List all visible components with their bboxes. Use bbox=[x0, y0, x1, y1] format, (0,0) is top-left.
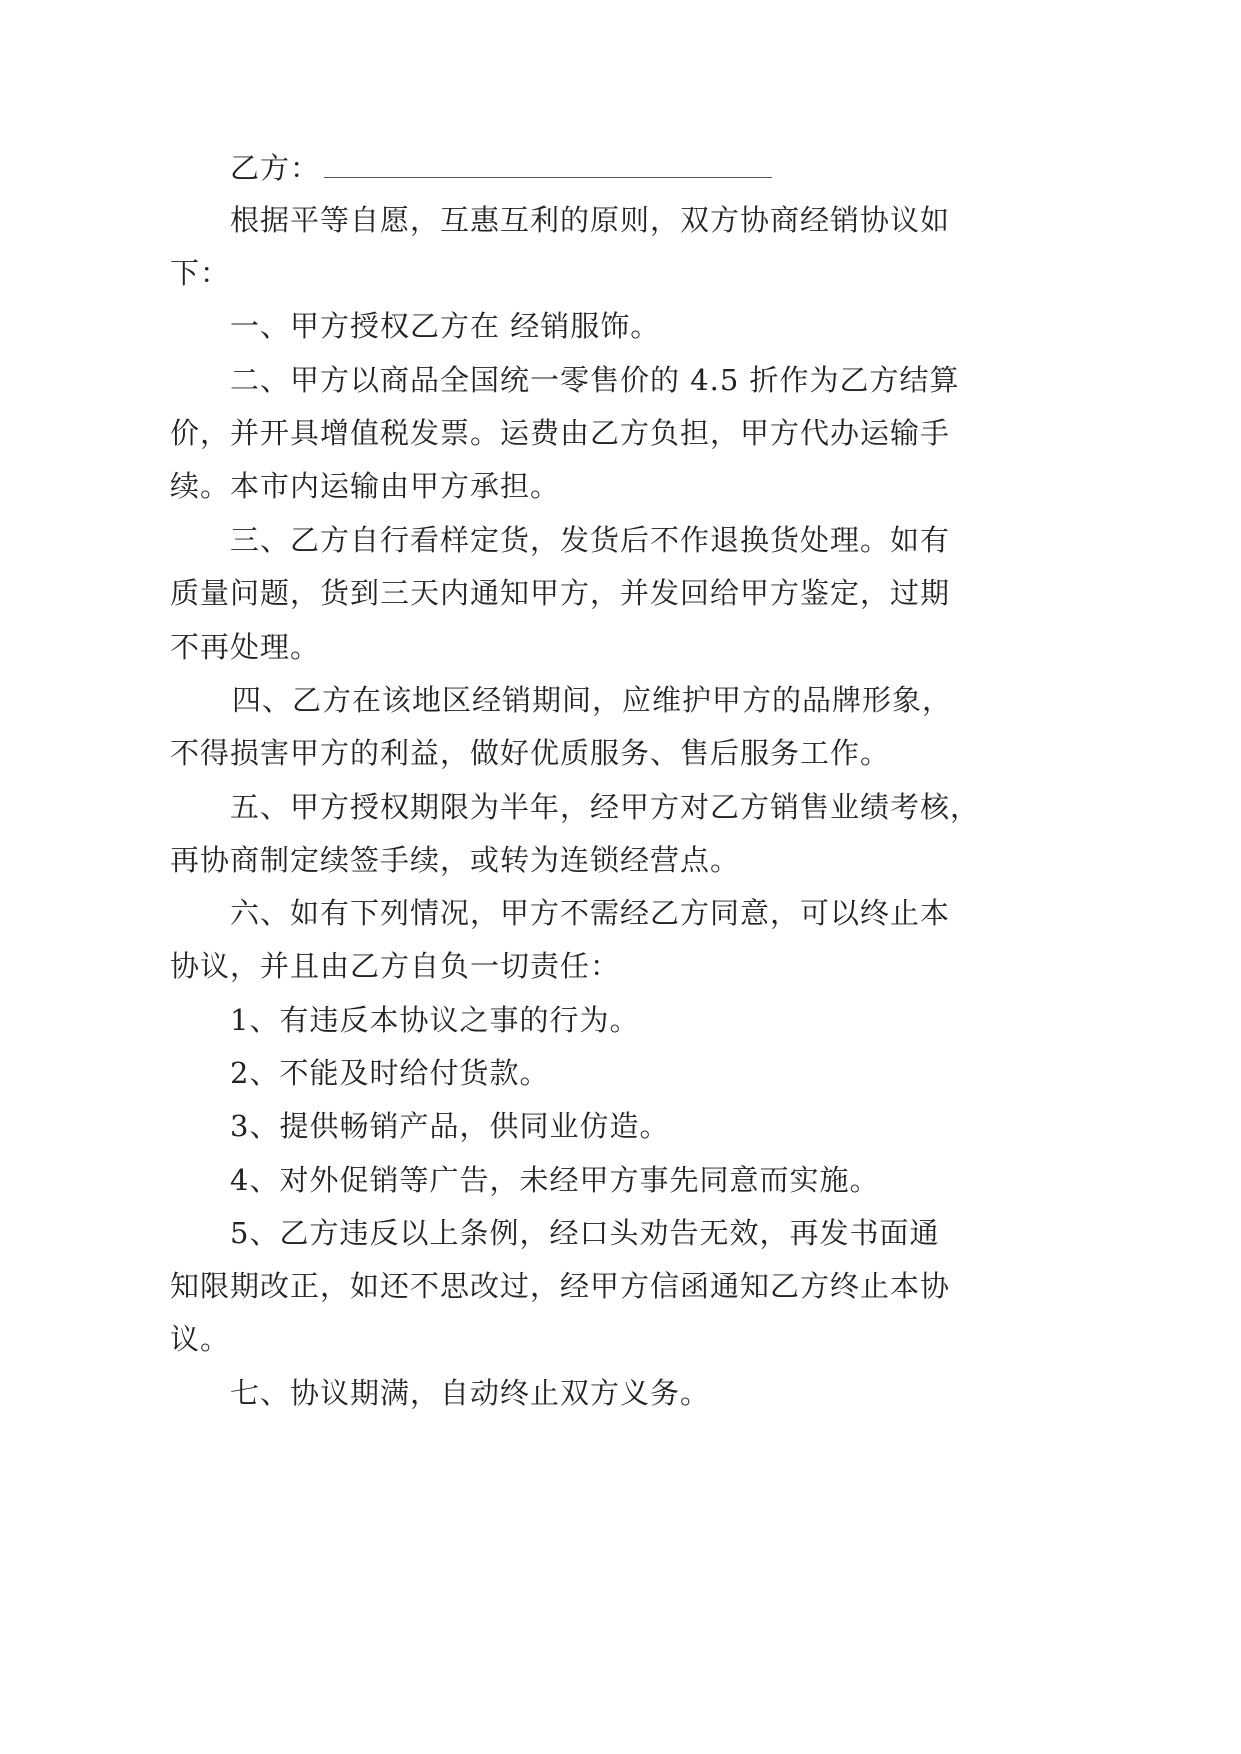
para-line: 5、乙方违反以上条例，经口头劝告无效，再发书面通 bbox=[230, 1216, 940, 1250]
para-line: 价，并开具增值税发票。运费由乙方负担，甲方代办运输手 bbox=[170, 416, 951, 450]
party-b-blank-field bbox=[324, 153, 772, 178]
para-line: 一、甲方授权乙方在 经销服饰。 bbox=[230, 309, 661, 343]
para-line: 知限期改正，如还不思改过，经甲方信函通知乙方终止本协 bbox=[170, 1269, 951, 1303]
para-line: 根据平等自愿，互惠互利的原则，双方协商经销协议如 bbox=[230, 203, 951, 237]
para-line: 2、不能及时给付货款。 bbox=[230, 1056, 550, 1090]
para-line: 四、乙方在该地区经销期间，应维护甲方的品牌形象， bbox=[232, 683, 953, 717]
para-line: 1、有违反本协议之事的行为。 bbox=[230, 1003, 640, 1037]
para-line: 再协商制定续签手续，或转为连锁经营点。 bbox=[170, 843, 741, 877]
party-b-label: 乙方： bbox=[230, 151, 321, 185]
para-line: 议。 bbox=[170, 1322, 231, 1356]
para-line: 七、协议期满，自动终止双方义务。 bbox=[230, 1376, 711, 1410]
para-line: 质量问题，货到三天内通知甲方，并发回给甲方鉴定，过期 bbox=[170, 576, 951, 610]
para-line: 4、对外促销等广告，未经甲方事先同意而实施。 bbox=[230, 1163, 880, 1197]
para-line: 六、如有下列情况，甲方不需经乙方同意，可以终止本 bbox=[230, 896, 951, 930]
para-line: 三、乙方自行看样定货，发货后不作退换货处理。如有 bbox=[230, 523, 951, 557]
para-line: 二、甲方以商品全国统一零售价的 4.5 折作为乙方结算 bbox=[230, 363, 960, 397]
para-line: 协议，并且由乙方自负一切责任： bbox=[170, 949, 621, 983]
para-line: 五、甲方授权期限为半年，经甲方对乙方销售业绩考核， bbox=[230, 790, 981, 824]
para-line: 不得损害甲方的利益，做好优质服务、售后服务工作。 bbox=[170, 736, 891, 770]
para-line: 3、提供畅销产品，供同业仿造。 bbox=[230, 1109, 670, 1143]
para-line: 不再处理。 bbox=[170, 630, 321, 664]
party-b-line bbox=[230, 148, 772, 188]
para-line: 下： bbox=[170, 256, 231, 290]
para-line: 续。本市内运输由甲方承担。 bbox=[170, 469, 561, 503]
